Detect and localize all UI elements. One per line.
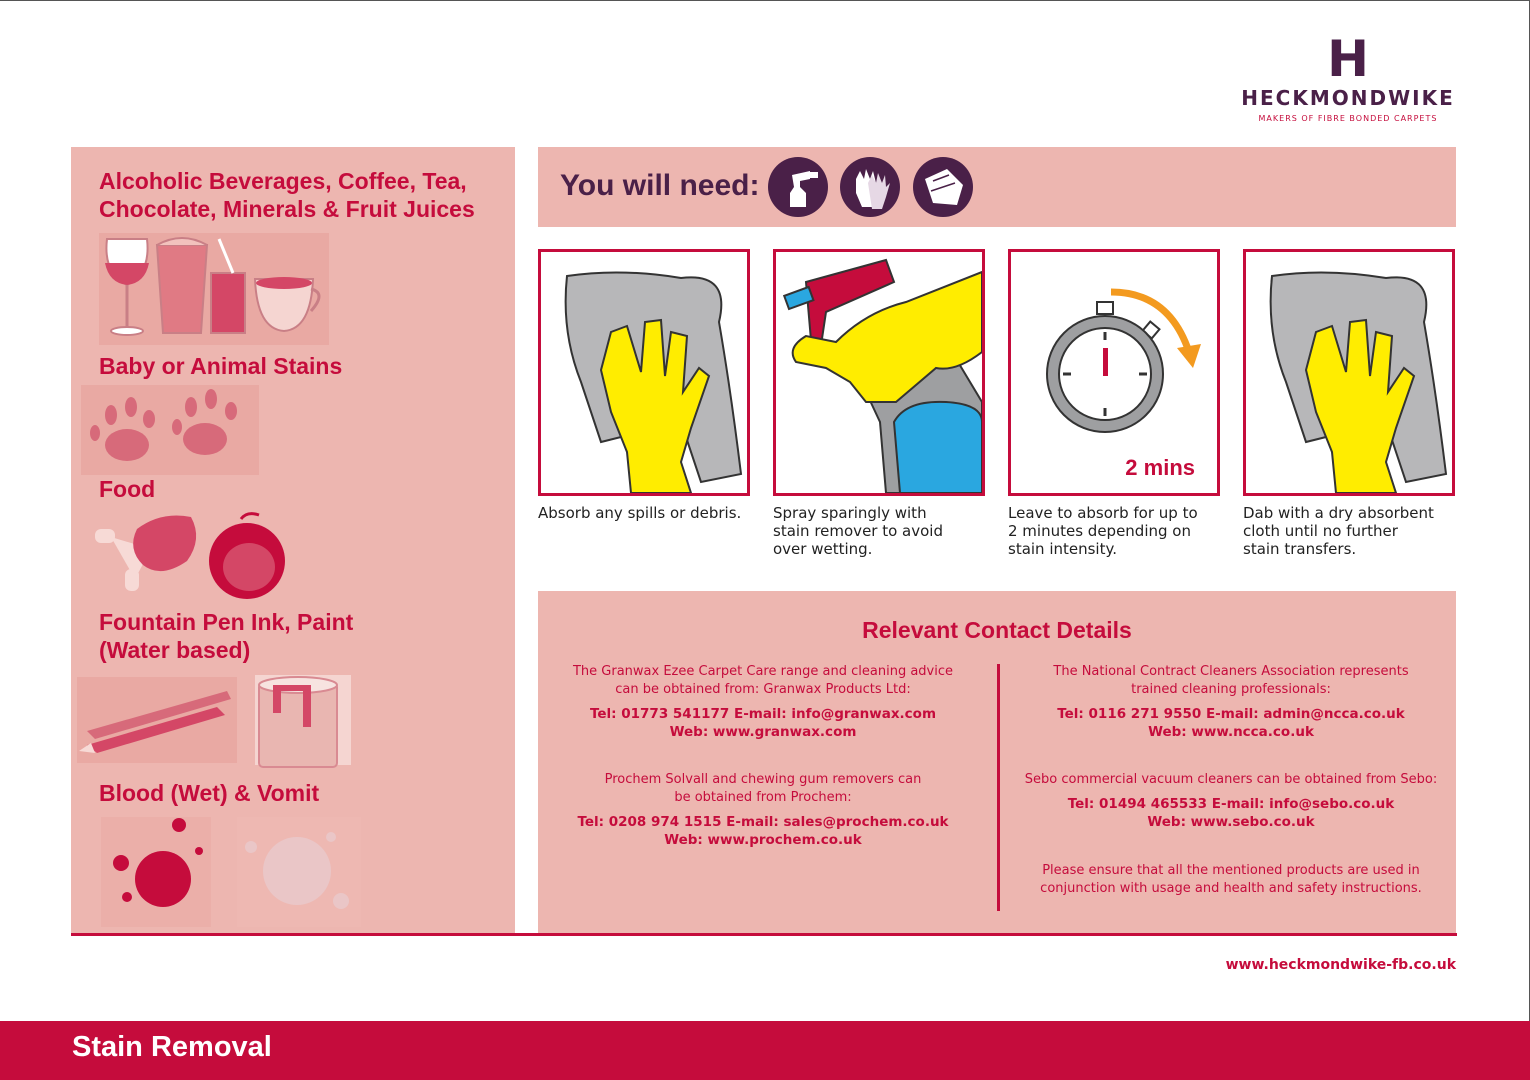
safety-note-text: Please ensure that all the mentioned products are used in conjunction with usage and health and safety instructions. <box>1040 863 1422 896</box>
footer-title: Stain Removal <box>72 1031 272 1063</box>
step-1-image <box>538 249 750 496</box>
logo-name: HECKMONDWIKE <box>1241 86 1455 110</box>
contact-prochem-desc: Prochem Solvall and chewing gum removers can be obtained from Prochem: <box>604 772 922 805</box>
you-will-need-label: You will need: <box>560 169 760 202</box>
contact-sebo-desc: Sebo commercial vacuum cleaners can be obtained from Sebo: <box>1024 772 1438 787</box>
website-link[interactable]: www.heckmondwike-fb.co.uk <box>1225 957 1456 973</box>
drinks-icon <box>99 233 329 345</box>
stain-title-food: Food <box>99 476 156 502</box>
contact-details-panel <box>538 591 1456 935</box>
contact-sebo-details: Tel: 01494 465533 E-mail: info@sebo.co.uk Web: www.sebo.co.uk <box>1067 796 1395 830</box>
heckmondwike-logo <box>1230 30 1466 123</box>
contact-details-title: Relevant Contact Details <box>862 617 1132 643</box>
step-2-image <box>773 249 985 496</box>
cloth-icon <box>913 157 973 217</box>
step-2-caption: Spray sparingly with stain remover to avoid over wetting. <box>773 504 943 558</box>
two-mins-badge: 2 mins <box>1125 455 1195 480</box>
stain-title-baby-animal: Baby or Animal Stains <box>99 353 343 379</box>
step-3-image <box>1008 249 1220 496</box>
contact-ncca-details: Tel: 0116 271 9550 E-mail: admin@ncca.co.uk Web: www.ncca.co.uk <box>1057 706 1405 740</box>
logo-tagline: MAKERS OF FIBRE BONDED CARPETS <box>1258 114 1438 123</box>
contact-granwax-desc: The Granwax Ezee Carpet Care range and cleaning advice can be obtained from: Granwax Products Ltd: <box>572 664 953 697</box>
gloves-icon <box>840 157 900 217</box>
gloved-hand-cloth-icon <box>541 252 747 493</box>
contact-ncca-desc: The National Contract Cleaners Association represents trained cleaning professionals: <box>1053 664 1409 697</box>
gloved-hand-cloth-icon <box>1246 252 1452 493</box>
stain-title-blood-vomit: Blood (Wet) & Vomit <box>99 780 320 806</box>
splatter-icon <box>101 817 361 927</box>
bottom-rule <box>71 933 1457 936</box>
contact-granwax-details: Tel: 01773 541177 E-mail: info@granwax.com Web: www.granwax.com <box>589 706 937 740</box>
logo-letter: H <box>1327 30 1369 88</box>
stain-types-panel <box>71 147 515 935</box>
step-1-caption: Absorb any spills or debris. <box>538 504 742 522</box>
food-icon <box>91 509 291 599</box>
step-3-caption: Leave to absorb for up to 2 minutes depending on stain intensity. <box>1008 504 1198 558</box>
contact-prochem <box>543 771 983 849</box>
contact-ncca <box>1011 663 1451 741</box>
paw-prints-icon <box>81 385 259 475</box>
footer-bar <box>0 1021 1530 1080</box>
contact-prochem-details: Tel: 0208 974 1515 E-mail: sales@prochem.co.uk Web: www.prochem.co.uk <box>577 814 949 848</box>
contact-divider <box>997 664 1000 911</box>
step-4-image <box>1243 249 1455 496</box>
contact-sebo <box>1011 771 1451 831</box>
stain-title-beverages: Alcoholic Beverages, Coffee, Tea, Chocolate, Minerals & Fruit Juices <box>99 168 475 222</box>
spray-bottle-hand-icon <box>776 252 982 493</box>
you-will-need-bar <box>538 147 1456 227</box>
safety-note <box>1011 862 1451 898</box>
stain-title-ink-paint: Fountain Pen Ink, Paint (Water based) <box>99 609 354 663</box>
pen-and-paint-icon <box>77 667 367 769</box>
contact-granwax <box>543 663 983 741</box>
step-4-caption: Dab with a dry absorbent cloth until no further stain transfers. <box>1243 504 1434 558</box>
spray-bottle-icon <box>768 157 828 217</box>
